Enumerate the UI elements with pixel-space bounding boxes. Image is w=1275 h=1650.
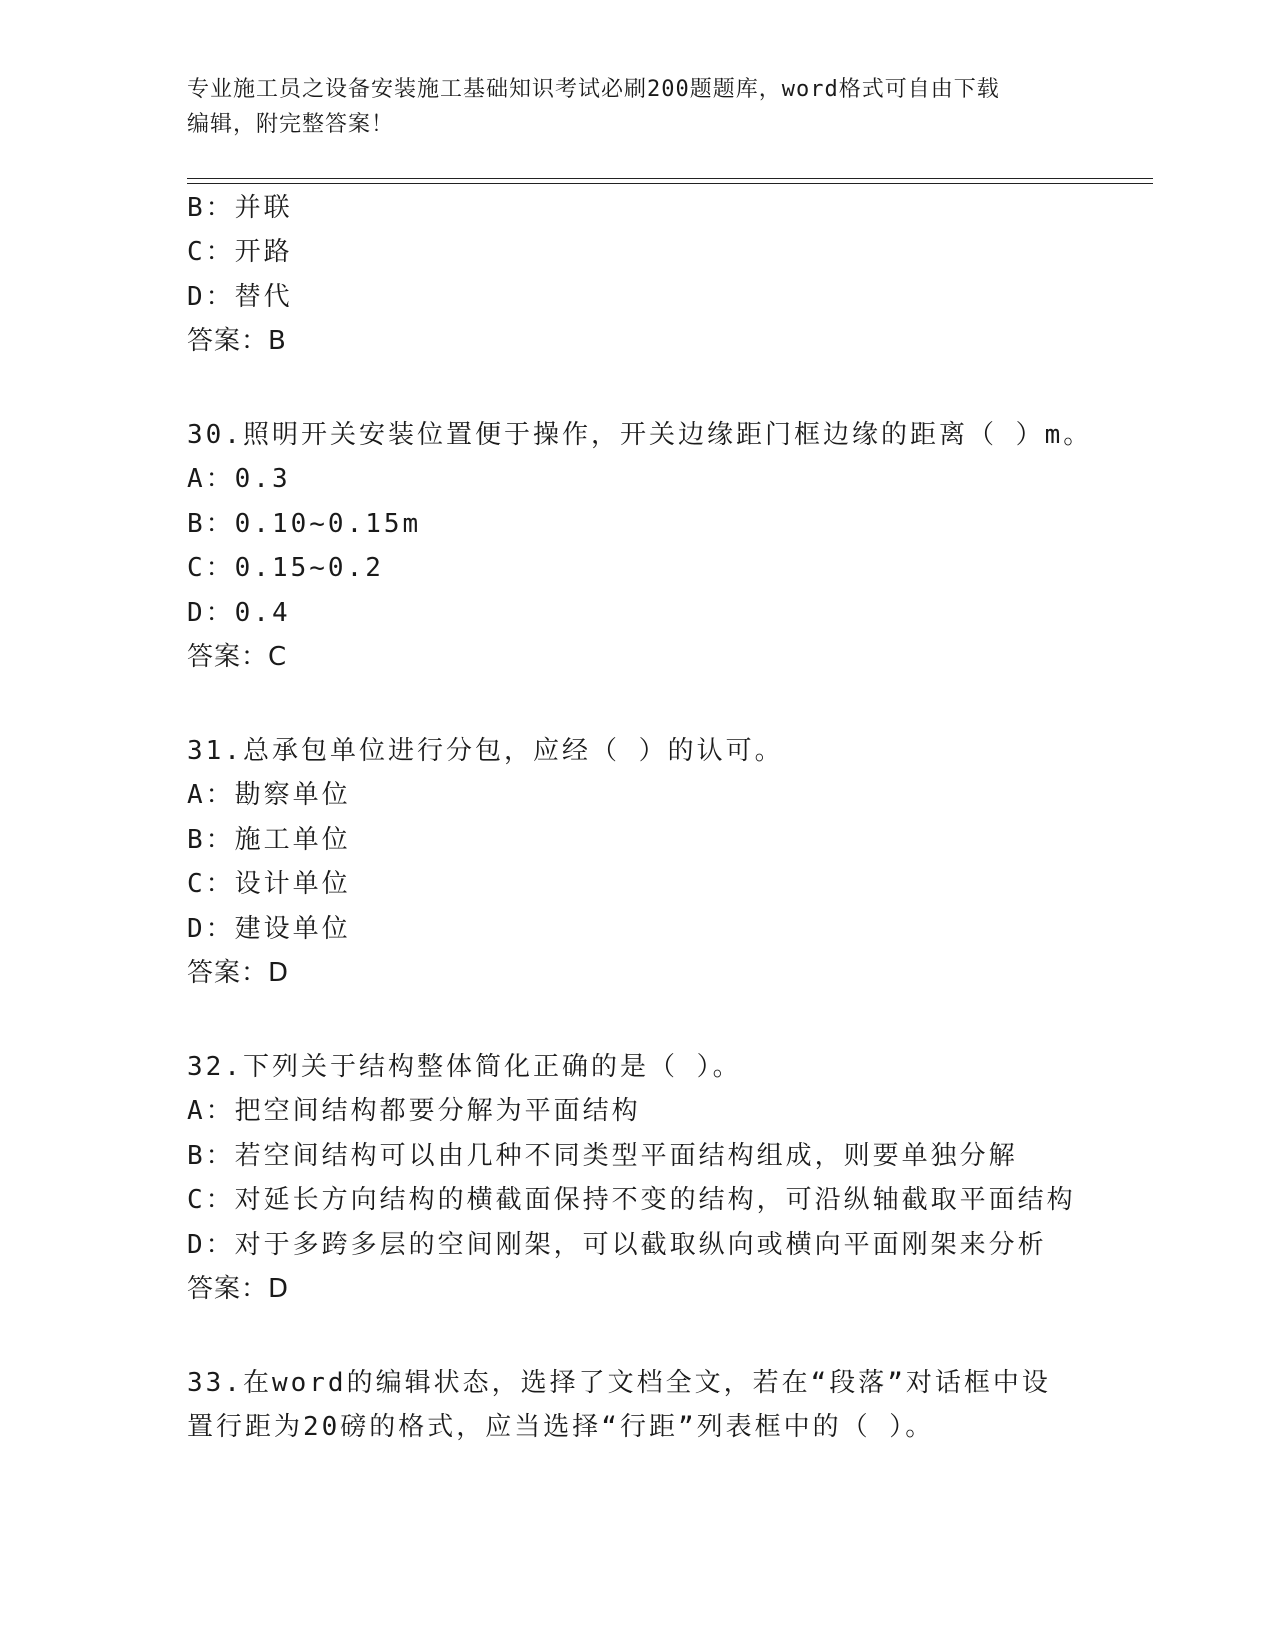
q30-option-d: D：0.4 bbox=[187, 598, 291, 628]
q29-option-c: C：开路 bbox=[187, 237, 293, 267]
q29-option-b: B：并联 bbox=[187, 193, 293, 223]
header-divider-top bbox=[187, 178, 1153, 179]
document-header bbox=[187, 72, 1087, 142]
q29-option-d: D：替代 bbox=[187, 282, 293, 312]
q33-stem-line-1: 33.在word的编辑状态，选择了文档全文，若在“段落”对话框中设 bbox=[187, 1368, 1051, 1398]
q31-answer: 答案：D bbox=[187, 958, 290, 988]
q31-stem: 31.总承包单位进行分包，应经（ ）的认可。 bbox=[187, 736, 784, 766]
q30-stem: 30.照明开关安装位置便于操作，开关边缘距门框边缘的距离（ ）m。 bbox=[187, 420, 1093, 450]
q33-stem-line-2: 置行距为20磅的格式，应当选择“行距”列表框中的（ ）。 bbox=[187, 1412, 935, 1442]
q32-option-d: D：对于多跨多层的空间刚架，可以截取纵向或横向平面刚架来分析 bbox=[187, 1230, 1047, 1260]
q30-option-b: B：0.10~0.15m bbox=[187, 509, 422, 539]
q32-option-c: C：对延长方向结构的横截面保持不变的结构，可沿纵轴截取平面结构 bbox=[187, 1185, 1076, 1215]
q30-option-a: A：0.3 bbox=[187, 464, 291, 494]
header-title-line-2: 编辑，附完整答案！ bbox=[187, 112, 395, 137]
q32-option-a: A：把空间结构都要分解为平面结构 bbox=[187, 1096, 641, 1126]
q32-answer: 答案：D bbox=[187, 1274, 290, 1304]
q30-option-c: C：0.15~0.2 bbox=[187, 553, 384, 583]
q31-option-a: A：勘察单位 bbox=[187, 780, 351, 810]
q30-answer: 答案：C bbox=[187, 642, 288, 672]
header-divider-bottom bbox=[187, 183, 1153, 184]
q32-option-b: B：若空间结构可以由几种不同类型平面结构组成，则要单独分解 bbox=[187, 1141, 1018, 1171]
q31-option-d: D：建设单位 bbox=[187, 914, 351, 944]
q31-option-b: B：施工单位 bbox=[187, 825, 351, 855]
header-title-line-1: 专业施工员之设备安装施工基础知识考试必刷200题题库，word格式可自由下载 bbox=[187, 77, 1000, 102]
q32-stem: 32.下列关于结构整体简化正确的是（ ）。 bbox=[187, 1052, 742, 1082]
q29-answer: 答案：B bbox=[187, 326, 287, 356]
q31-option-c: C：设计单位 bbox=[187, 869, 351, 899]
